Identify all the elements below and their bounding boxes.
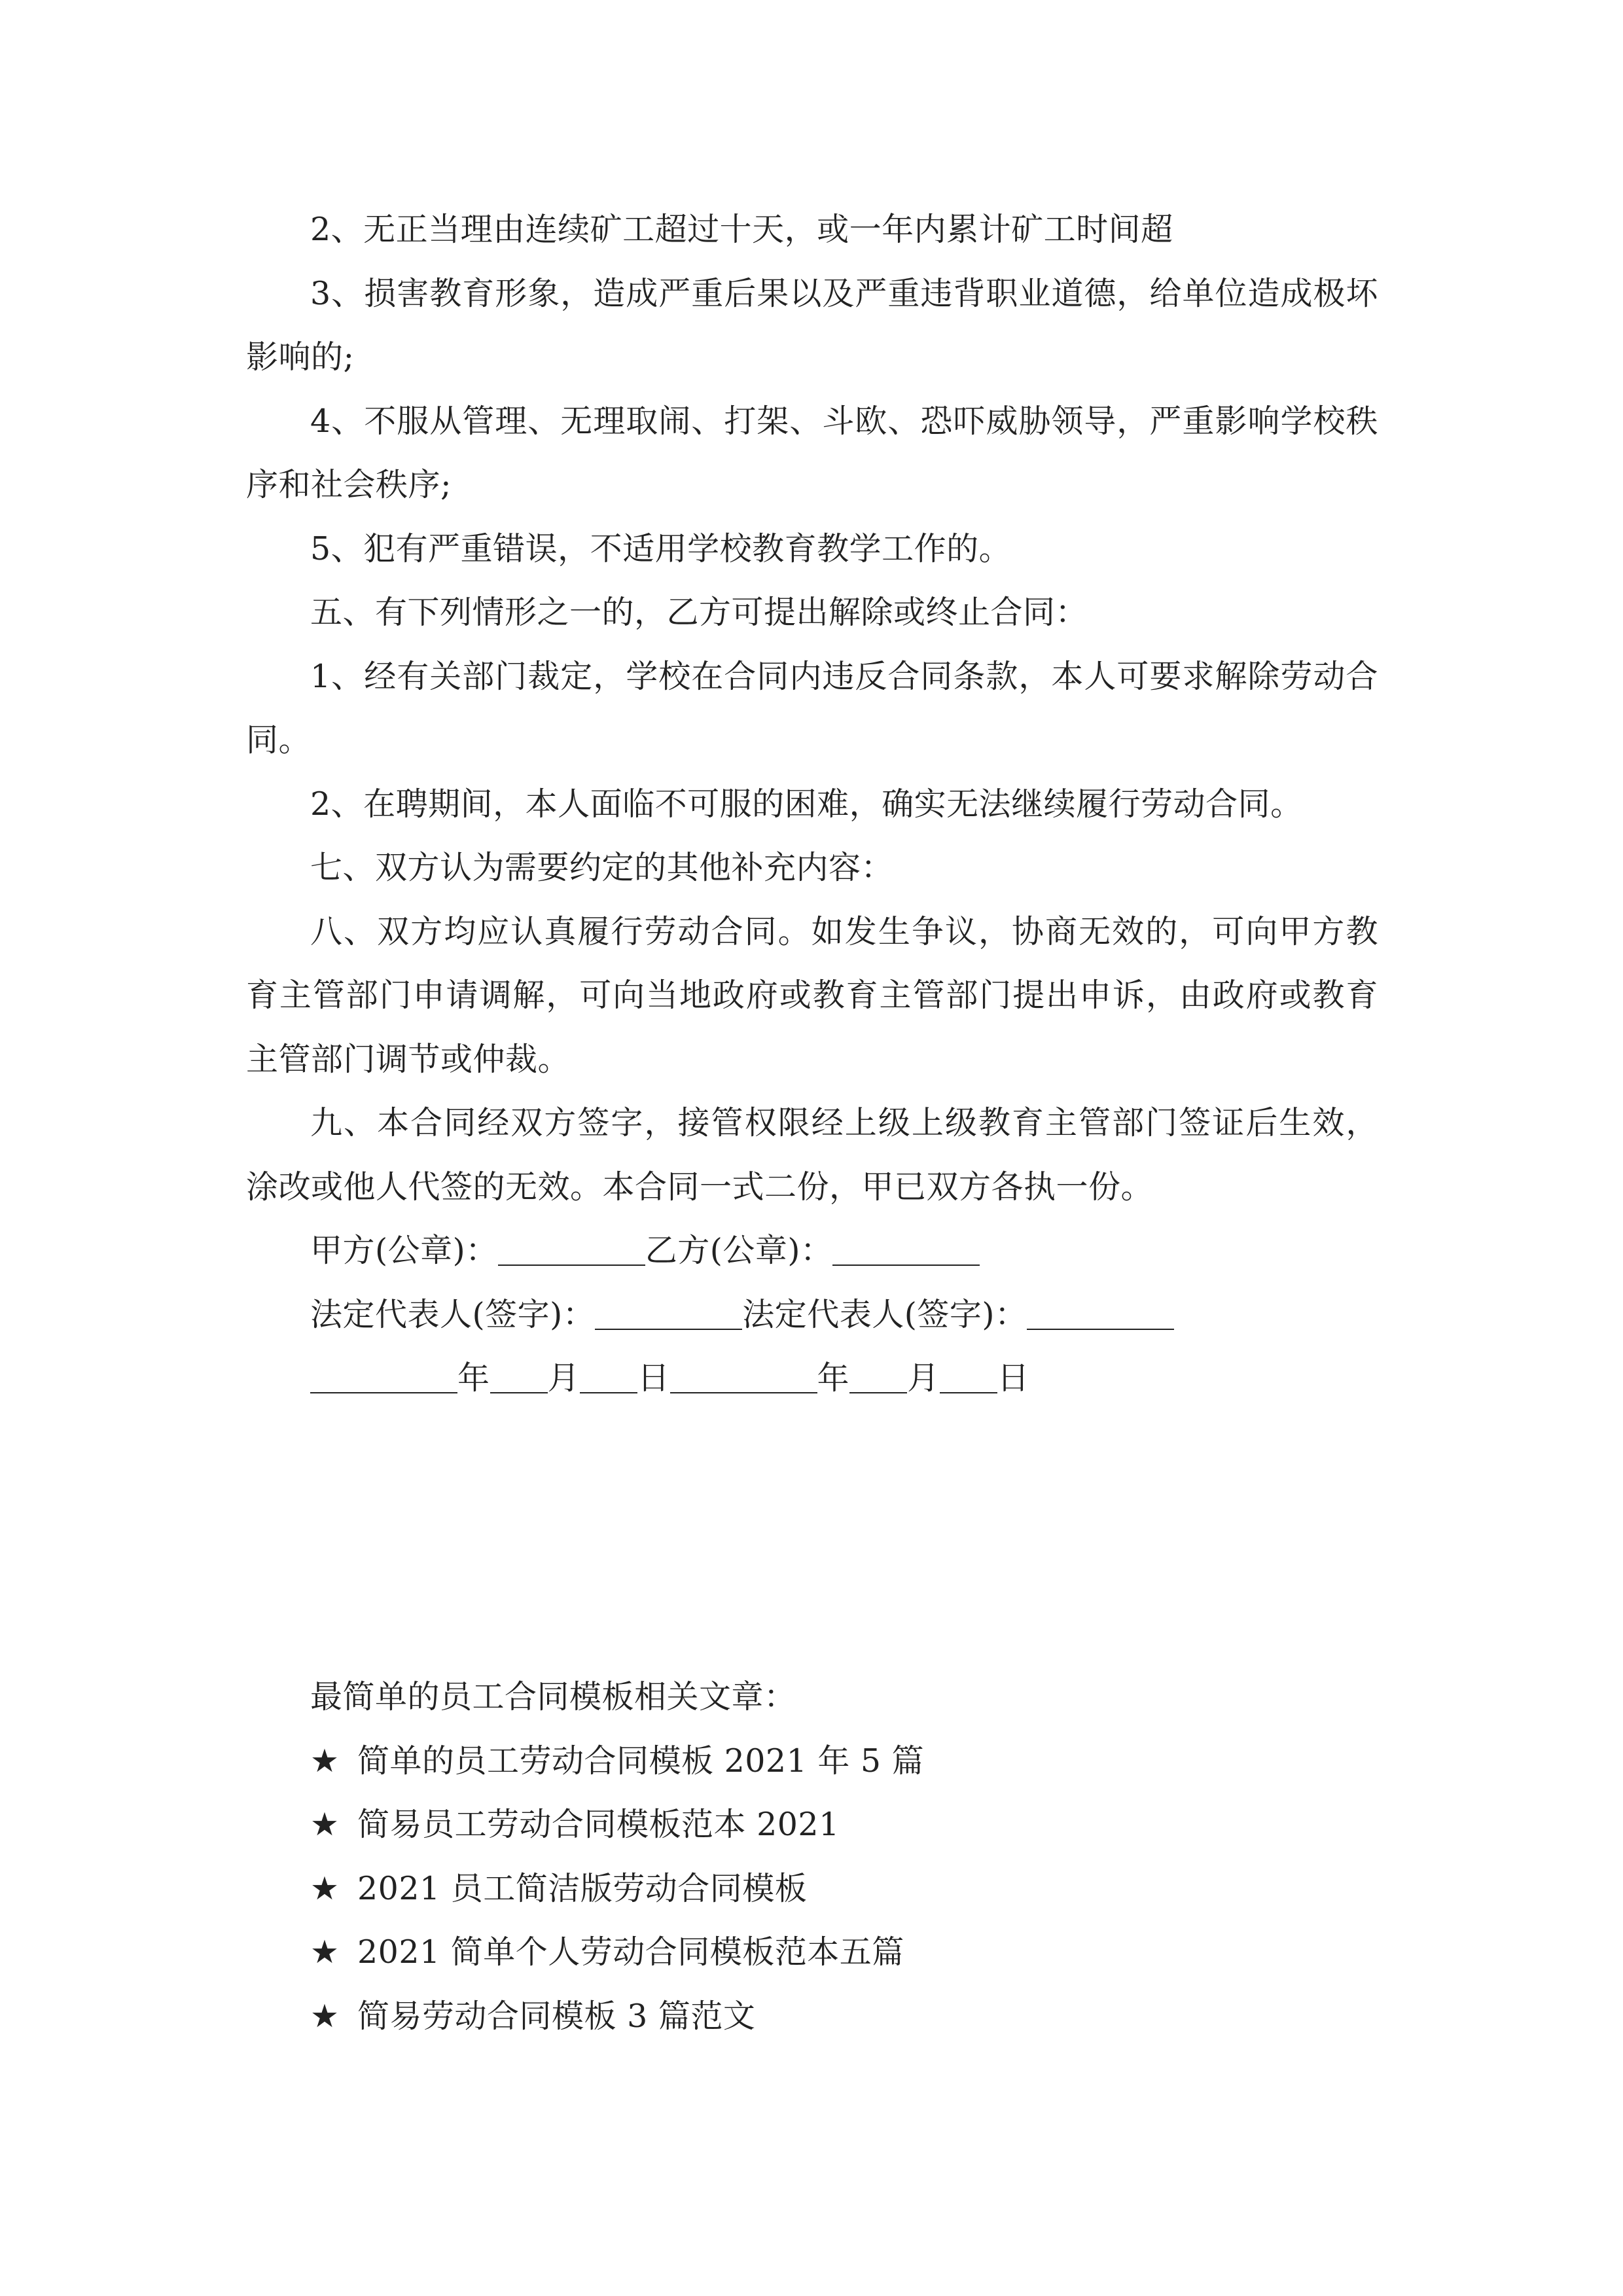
related-article-link[interactable]: 2021 简单个人劳动合同模板范本五篇 <box>357 1933 904 1971</box>
related-articles <box>246 1665 1378 2048</box>
rep-a-label: 法定代表人(签字)： <box>310 1295 596 1333</box>
related-article-link[interactable]: 2021 员工简洁版劳动合同模板 <box>357 1869 808 1907</box>
day-a-blank[interactable] <box>580 1360 637 1393</box>
related-articles-list <box>246 1729 1378 2049</box>
signature-seal-line <box>246 1219 1378 1283</box>
related-article-item <box>310 1857 1378 1921</box>
related-article-item <box>310 1984 1378 2049</box>
clause-heading: 七、双方认为需要约定的其他补充内容： <box>310 849 894 886</box>
rep-a-blank[interactable] <box>595 1297 742 1330</box>
clause-heading: 五、有下列情形之一的，乙方可提出解除或终止合同： <box>310 594 1088 631</box>
date-b-blank[interactable] <box>670 1360 817 1393</box>
star-icon: ★ <box>310 1742 340 1780</box>
related-article-item <box>310 1793 1378 1857</box>
date-a-blank[interactable] <box>310 1360 457 1393</box>
day-b-blank[interactable] <box>940 1360 997 1393</box>
clause-paragraph: 5、犯有严重错误，不适用学校教育教学工作的。 <box>310 529 1012 567</box>
day-label: 日 <box>997 1359 1030 1397</box>
clause-paragraph: 2、在聘期间，本人面临不可服的困难，确实无法继续履行劳动合同。 <box>310 785 1303 823</box>
signature-date-line <box>246 1346 1378 1410</box>
party-a-seal-blank[interactable] <box>498 1232 645 1266</box>
day-label: 日 <box>637 1359 670 1397</box>
clause-paragraph: 九、本合同经双方签字，接管权限经上级上级教育主管部门签证后生效，涂改或他人代签的无效。本合同一式二份，甲已双方各执一份。 <box>246 1104 1378 1206</box>
month-b-blank[interactable] <box>849 1360 907 1393</box>
clause-paragraph: 3、损害教育形象，造成严重后果以及严重违背职业道德，给单位造成极坏影响的; <box>246 274 1378 376</box>
month-a-blank[interactable] <box>490 1360 548 1393</box>
rep-b-blank[interactable] <box>1027 1297 1174 1330</box>
party-a-seal-label: 甲方(公章)： <box>310 1232 498 1269</box>
star-icon: ★ <box>310 1869 340 1907</box>
related-article-item <box>310 1729 1378 1793</box>
party-b-seal-label: 乙方(公章)： <box>645 1232 833 1269</box>
rep-b-label: 法定代表人(签字)： <box>742 1295 1027 1333</box>
related-article-link[interactable]: 简易劳动合同模板 3 篇范文 <box>357 1997 756 2035</box>
related-article-link[interactable]: 简易员工劳动合同模板范本 2021 <box>357 1806 840 1843</box>
month-label: 月 <box>907 1359 940 1397</box>
related-article-item <box>310 1920 1378 1984</box>
year-label: 年 <box>817 1359 850 1397</box>
clause-paragraph: 4、不服从管理、无理取闹、打架、斗欧、恐吓威胁领导，严重影响学校秩序和社会秩序; <box>246 402 1378 503</box>
year-label: 年 <box>457 1359 490 1397</box>
star-icon: ★ <box>310 1997 340 2035</box>
clause-paragraph: 2、无正当理由连续矿工超过十天，或一年内累计矿工时间超 <box>310 211 1173 248</box>
contract-body <box>246 198 1378 1410</box>
related-article-link[interactable]: 简单的员工劳动合同模板 2021 年 5 篇 <box>357 1742 925 1780</box>
star-icon: ★ <box>310 1933 340 1971</box>
clause-paragraph: 1、经有关部门裁定，学校在合同内违反合同条款，本人可要求解除劳动合同。 <box>246 657 1378 759</box>
star-icon: ★ <box>310 1806 340 1843</box>
month-label: 月 <box>547 1359 580 1397</box>
clause-paragraph: 八、双方均应认真履行劳动合同。如发生争议，协商无效的，可向甲方教育主管部门申请调解，可向当地政府或教育主管部门提出申诉，由政府或教育主管部门调节或仲裁。 <box>246 912 1378 1078</box>
signature-rep-line <box>246 1283 1378 1347</box>
related-articles-title: 最简单的员工合同模板相关文章： <box>310 1678 796 1715</box>
party-b-seal-blank[interactable] <box>832 1232 980 1266</box>
